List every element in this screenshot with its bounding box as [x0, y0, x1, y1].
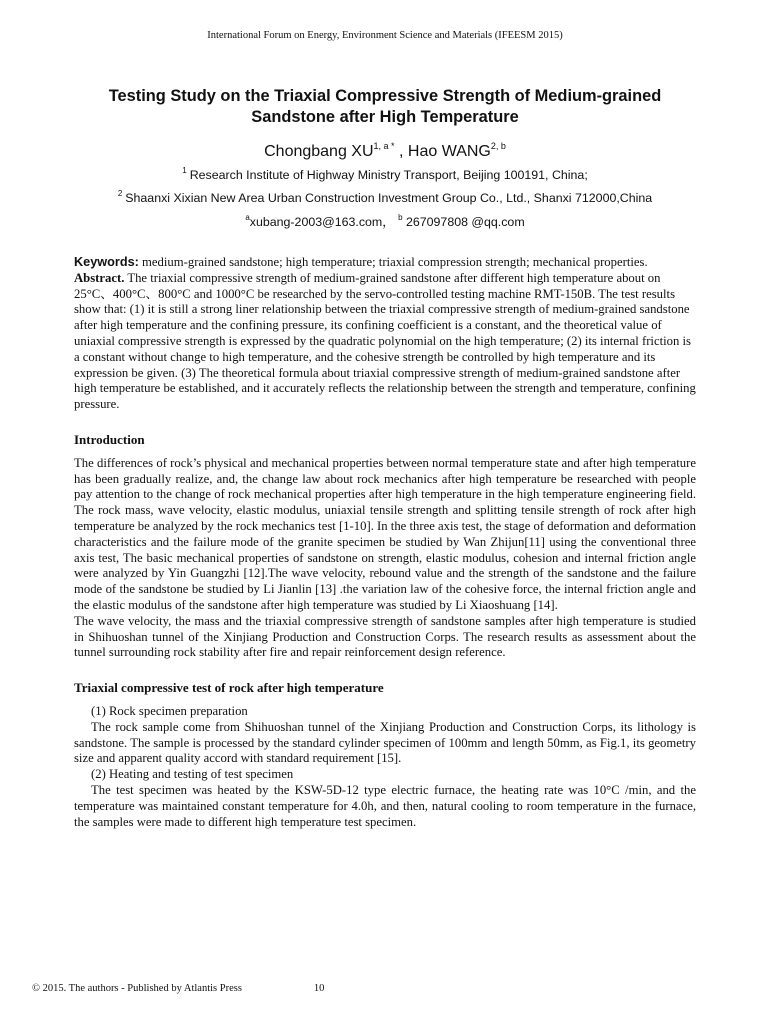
email-b: 267097808 @qq.com [402, 215, 525, 229]
keywords-text: medium-grained sandstone; high temperature; triaxial compression strength; mechanical properties. [138, 255, 648, 269]
email-a-marker: a [245, 213, 250, 222]
page-number: 10 [313, 983, 325, 994]
subsection-2-text: The test specimen was heated by the KSW-5D-12 type electric furnace, the heating rate was 10°C /min, and the temperature was maintained constant temperature for 4.0h, and then, natural cooling to room temperature in the furnace, the samples were made to different high temperature test specimen. [74, 782, 696, 829]
keywords-paragraph [74, 255, 696, 271]
paper-title [74, 86, 696, 128]
affiliation-1 [74, 166, 696, 182]
title-line-2: Sandstone after High Temperature [251, 108, 519, 126]
affiliation-2-text: Shaanxi Xixian New Area Urban Construction Investment Group Co., Ltd., Shanxi 712000,China [125, 191, 653, 205]
author-2-name: Hao WANG [407, 143, 491, 160]
introduction-paragraph-2: The wave velocity, the mass and the triaxial compressive strength of sandstone samples after high temperature is studied in Shihuoshan tunnel of the Xinjiang Production and Construction Corps. The research results as assessment about the tunnel surrounding rock stability after fire and repair reinforcement design reference. [74, 613, 696, 660]
author-emails [74, 212, 696, 230]
subsection-1-heading: (1) Rock specimen preparation [91, 703, 248, 718]
introduction-paragraph-1: The differences of rock’s physical and mechanical properties between normal temperature state and after high temperature has been gradually realize, and, the change law about rock mechanics after high temperature be researched with people pay attention to the change of rock mechanical properties after high temperature in the high temperature engineering field. The rock mass, wave velocity, elastic modulus, uniaxial tensile strength and splitting tensile strength of rock after high temperature be analyzed by the rock mechanics test [1-10]. In the three axis test, the stage of deformation and deformation characteristics and the failure mode of the granite specimen be studied by Wan Zhijun[11] using the conventional three axis test, The basic mechanical properties of sandstone on strength, elastic modulus, cohesion and internal friction angle were analyzed by Yin Guangzhi [12].The wave velocity, rebound value and the strength of the sandstone and the failure mode of the sandstone be studied by Li Jianlin [13] .the variation law of the cohesive force, the internal friction angle and the elastic modulus of the sandstone after high temperature was studied by Li Xiaoshuang [14]. [74, 455, 696, 612]
title-line-1: Testing Study on the Triaxial Compressive Strength of Medium-grained [108, 87, 662, 105]
affiliation-1-marker: 1 [182, 166, 187, 175]
author-2-superscript: 2, b [490, 141, 506, 151]
abstract-label: Abstract. [74, 270, 125, 285]
email-a: xubang-2003@163.com， [249, 215, 395, 229]
subsection-1-text: The rock sample come from Shihuoshan tunnel of the Xinjiang Production and Construction Corps, its lithology is sandstone. The sample is processed by the standard cylinder specimen of 100mm and length 50mm, as Fig.1, its geometry size and apparent quality accord with standard requirement [15]. [74, 719, 696, 766]
abstract-text: The triaxial compressive strength of medium-grained sandstone after different high temperature about on 25°C、400°C、800°C and 1000°C be researched by the servo-controlled testing machine RMT-150B. The test results show that: (1) it is still a strong liner relationship between the triaxial compressive strength of medium-grained sandstone after high temperature and the confining pressure, its confining coefficient is a constant, and the theoretical value of uniaxial compressive strength is expressed by the quadratic polynomial on the high temperature; (2) its internal friction is a constant without change to high temperature, and the cohesive strength be controlled by high temperature and its expression be given. (3) The theoretical formula about triaxial compressive strength of medium-grained sandstone after high temperature be established, and it accurately reflects the relationship between the strength and temperature, confining pressure. [74, 270, 696, 412]
abstract-paragraph [74, 271, 696, 413]
keywords-label: Keywords: [74, 255, 139, 269]
email-b-marker: b [398, 213, 403, 222]
affiliation-2 [74, 189, 696, 205]
author-1-superscript: 1, a * [373, 141, 395, 151]
section-2-heading: Triaxial compressive test of rock after high temperature [74, 680, 384, 696]
introduction-heading: Introduction [74, 431, 145, 447]
copyright-notice: © 2015. The authors - Published by Atlantis Press [32, 983, 242, 994]
affiliation-2-marker: 2 [117, 189, 123, 198]
paper-body [74, 255, 696, 830]
author-separator: , [394, 143, 408, 160]
author-list [74, 141, 696, 161]
conference-header: International Forum on Energy, Environment Science and Materials (IFEESM 2015) [207, 30, 563, 41]
affiliation-1-text: Research Institute of Highway Ministry Transport, Beijing 100191, China; [189, 168, 588, 182]
author-1-name: Chongbang XU [264, 143, 374, 160]
subsection-2-heading: (2) Heating and testing of test specimen [91, 767, 294, 782]
page-footer [32, 983, 324, 994]
